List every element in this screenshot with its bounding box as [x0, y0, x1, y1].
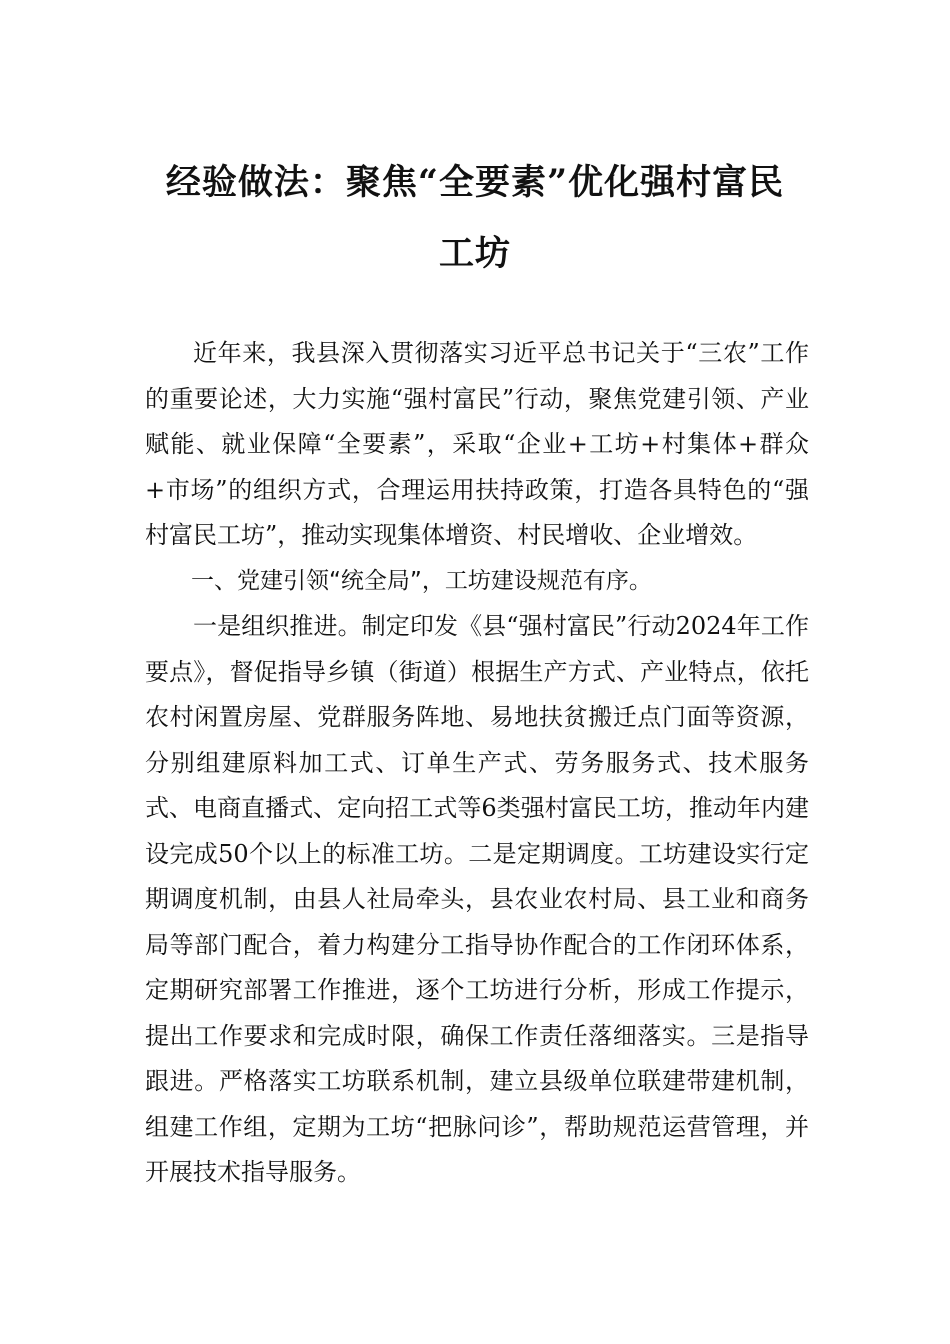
document-body: [145, 331, 809, 1196]
document-title-line2: 工坊: [438, 233, 511, 274]
document-title-line1: 经验做法：聚焦“全要素”优化强村富民: [165, 162, 785, 203]
section-paragraph: 一是组织推进。制定印发《县“强村富民”行动2024年工作要点》，督促指导乡镇（街道）根据生产方式、产业特点，依托农村闲置房屋、党群服务阵地、易地扶贫搬迁点门面等资源，分别组建原料加工式、订单生产式、劳务服务式、技术服务式、电商直播式、定向招工式等6类强村富民工坊，推动年内建设完成50个以上的标准工坊。二是定期调度。工坊建设实行定期调度机制，由县人社局牵头，县农业农村局、县工业和商务局等部门配合，着力构建分工指导协作配合的工作闭环体系，定期研究部署工作推进，逐个工坊进行分析，形成工作提示，提出工作要求和完成时限，确保工作责任落细落实。三是指导跟进。严格落实工坊联系机制，建立县级单位联建带建机制，组建工作组，定期为工坊“把脉问诊”，帮助规范运营管理，并开展技术指导服务。: [145, 612, 809, 1186]
intro-paragraph: 近年来，我县深入贯彻落实习近平总书记关于“三农”工作的重要论述，大力实施“强村富民”行动，聚焦党建引领、产业赋能、就业保障“全要素”，采取“企业+工坊+村集体+群众+市场”的组织方式，合理运用扶持政策，打造各具特色的“强村富民工坊”，推动实现集体增资、村民增收、企业增效。: [145, 339, 809, 549]
section-heading: 一、党建引领“统全局”，工坊建设规范有序。: [191, 567, 652, 594]
